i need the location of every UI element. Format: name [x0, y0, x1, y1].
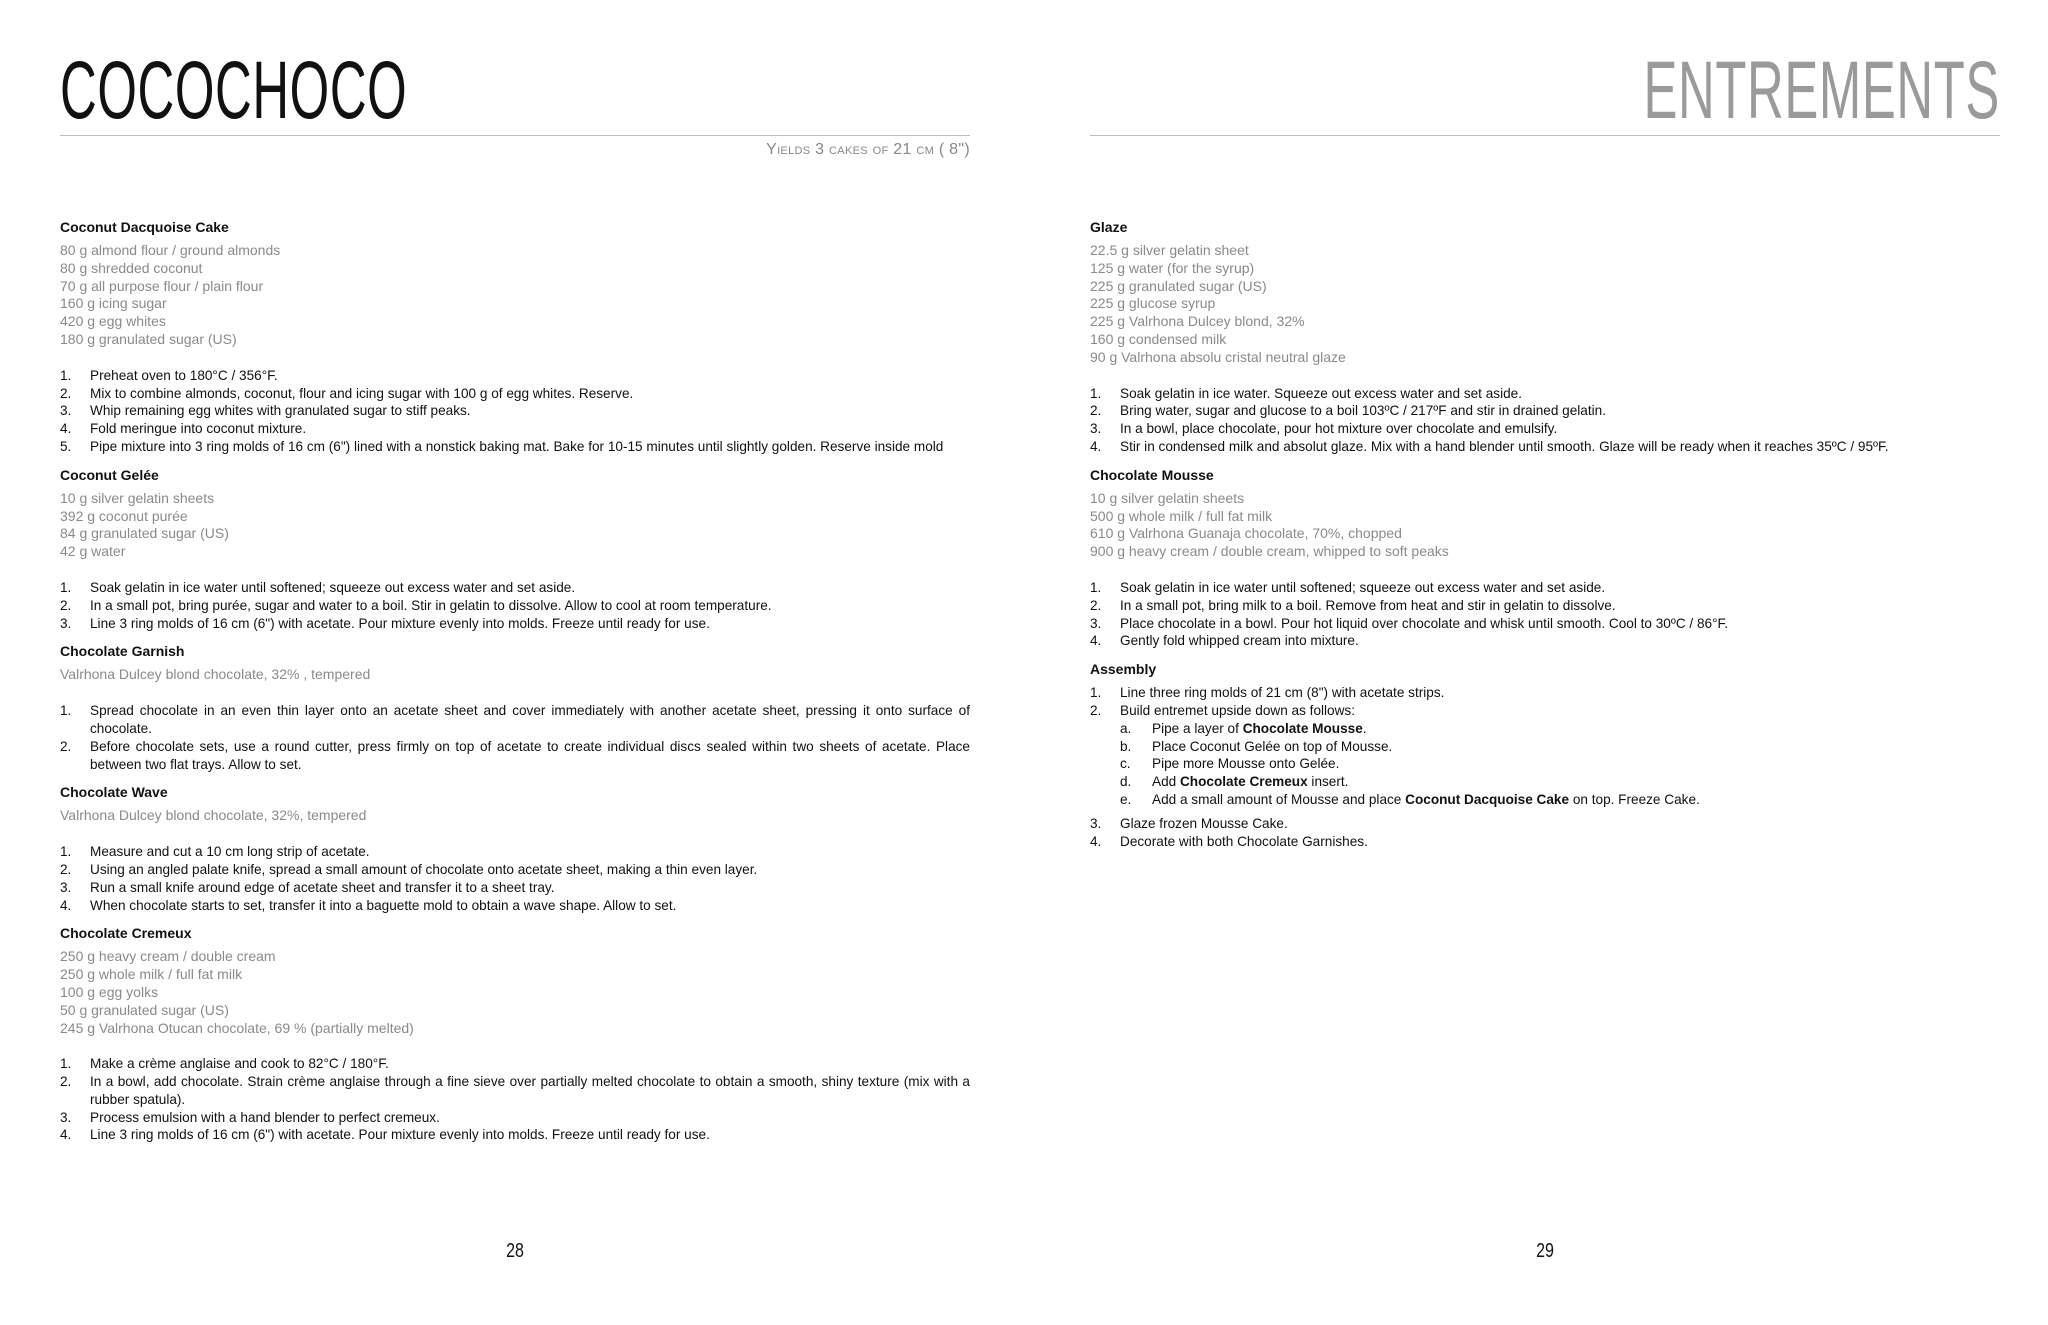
step-item [1090, 615, 2000, 633]
step-text: Soak gelatin in ice water. Squeeze out excess water and set aside. [1120, 385, 1523, 401]
step-item [60, 597, 970, 615]
step-text: Fold meringue into coconut mixture. [90, 421, 307, 437]
step-number: 3. [1090, 421, 1102, 437]
step-item: 4. Decorate with both Chocolate Garnishes. [1090, 833, 1368, 849]
step-item: 2. Build entremet upside down as follows: a. Pipe a layer of Chocolate Mousse. b. Place Coconut Gelée on top of Mousse. c. Pipe more Mousse onto Gelée. d. Add Chocolate Cremeux insert. e. Add a small amount of Mousse and place Coconut Dacquoise Cake on top. Freeze Cake. [1090, 702, 2000, 815]
ingredient-list [1090, 242, 2000, 367]
ingredient-item: 900 g heavy cream / double cream, whipped to soft peaks [1090, 543, 1449, 560]
recipe-section [1090, 466, 2000, 650]
ingredient-item: 160 g icing sugar [60, 295, 167, 312]
step-item [60, 702, 970, 738]
step-list [60, 843, 970, 914]
step-number: 4. [60, 421, 72, 437]
substep-bold: Chocolate Cremeux [1179, 774, 1308, 790]
yield-note: Yields 3 cakes of 21 cm ( 8") [766, 141, 970, 158]
step-number: 3. [60, 1109, 72, 1125]
substep-text: Place Coconut Gelée on top of Mousse. [1152, 738, 1393, 754]
step-text: Line three ring molds of 21 cm (8") with acetate strips. [1120, 685, 1445, 701]
step-number: 1. [60, 1056, 72, 1072]
step-number: 1. [60, 367, 72, 383]
section-title: Chocolate Cremeux [60, 925, 192, 942]
ingredient-item: Valrhona Dulcey blond chocolate, 32%, tempered [60, 807, 367, 824]
step-text: In a small pot, bring purée, sugar and water to a boil. Stir in gelatin to dissolve. Allow to cool at room temperature. [90, 597, 772, 613]
title-rule [60, 135, 970, 136]
step-text: Spread chocolate in an even thin layer onto an acetate sheet and cover immediately with another acetate sheet, pressing it onto surface of chocolate. [90, 703, 970, 736]
section-title: Glaze [1090, 219, 1128, 235]
step-item [60, 879, 970, 897]
step-item [60, 1073, 970, 1109]
left-page [60, 0, 970, 1325]
section-title: Chocolate Wave [60, 784, 168, 801]
recipe-section [60, 466, 970, 633]
ingredient-item: 50 g granulated sugar (US) [60, 1001, 229, 1018]
step-item [60, 420, 970, 438]
substep-text: Add [1152, 774, 1180, 790]
step-number: 5. [60, 438, 72, 454]
ingredient-item: 500 g whole milk / full fat milk [1090, 507, 1273, 524]
recipe-section [60, 924, 970, 1144]
step-text: Line 3 ring molds of 16 cm (6") with acetate. Pour mixture evenly into molds. Freeze until ready for use. [90, 1127, 710, 1143]
ingredient-item: 180 g granulated sugar (US) [60, 330, 237, 347]
step-item [60, 1109, 970, 1127]
ingredient-item: 22.5 g silver gelatin sheet [1090, 242, 1249, 258]
step-item [60, 615, 970, 633]
right-sections [1090, 218, 2000, 650]
step-item [60, 579, 970, 597]
step-number: 1. [1090, 385, 1102, 401]
section-title: Chocolate Mousse [1090, 466, 1214, 483]
ingredient-item: 125 g water (for the syrup) [1090, 259, 1255, 276]
step-number: 3. [1090, 615, 1102, 631]
step-item: 1. Line three ring molds of 21 cm (8") with acetate strips. [1090, 685, 1445, 701]
step-text: Decorate with both Chocolate Garnishes. [1120, 833, 1368, 849]
step-item [1090, 579, 2000, 597]
step-list [60, 367, 970, 456]
step-text: Glaze frozen Mousse Cake. [1120, 815, 1288, 831]
ingredient-item: 245 g Valrhona Otucan chocolate, 69 % (partially melted) [60, 1019, 414, 1036]
substep-item: c. Pipe more Mousse onto Gelée. [1120, 756, 1340, 772]
ingredient-item: 610 g Valrhona Guanaja chocolate, 70%, chopped [1090, 525, 1402, 542]
assembly-steps [1090, 684, 2000, 850]
step-list [1090, 385, 2000, 456]
ingredient-item: 90 g Valrhona absolu cristal neutral glaze [1090, 348, 1346, 365]
substep-item: e. Add a small amount of Mousse and place Coconut Dacquoise Cake on top. Freeze Cake. [1120, 791, 1700, 807]
ingredient-item: 42 g water [60, 543, 126, 560]
ingredient-item: Valrhona Dulcey blond chocolate, 32% , tempered [60, 666, 371, 683]
step-item [60, 1055, 970, 1073]
step-number: 2. [1090, 597, 1102, 613]
step-item [60, 897, 970, 915]
step-list [60, 1055, 970, 1144]
step-text: Using an angled palate knife, spread a small amount of chocolate onto acetate sheet, making a thin even layer. [90, 861, 758, 877]
step-number: 1. [60, 844, 72, 860]
substep-text: Pipe a layer of [1152, 720, 1243, 736]
ingredient-item: 70 g all purpose flour / plain flour [60, 277, 264, 294]
step-text: Measure and cut a 10 cm long strip of acetate. [90, 844, 370, 860]
step-list [60, 579, 970, 632]
assembly-section [1090, 660, 2000, 850]
ingredient-item: 100 g egg yolks [60, 983, 159, 1000]
step-text: Soak gelatin in ice water until softened; squeeze out excess water and set aside. [90, 579, 576, 595]
step-number: 4. [60, 897, 72, 913]
section-title: Assembly [1090, 661, 1157, 678]
step-text: Preheat oven to 180°C / 356°F. [90, 367, 278, 383]
recipe-section [60, 218, 970, 456]
ingredient-item: 84 g granulated sugar (US) [60, 525, 229, 542]
page-number: 28 [506, 1240, 524, 1262]
step-item [60, 861, 970, 879]
step-number: 1. [60, 703, 72, 719]
recipe-section [1090, 218, 2000, 456]
step-item [60, 402, 970, 420]
section-title: Coconut Gelée [60, 466, 159, 483]
step-item [1090, 420, 2000, 438]
substep-item: b. Place Coconut Gelée on top of Mousse. [1120, 738, 1393, 754]
chapter-title: ENTREMENTS [1643, 45, 2000, 136]
step-item [1090, 402, 2000, 420]
step-item [1090, 632, 2000, 650]
step-text: Gently fold whipped cream into mixture. [1120, 633, 1359, 649]
step-text: Mix to combine almonds, coconut, flour and icing sugar with 100 g of egg whites. Reserve. [90, 385, 634, 401]
ingredient-item: 160 g condensed milk [1090, 330, 1227, 347]
substep-text: Add a small amount of Mousse and place [1152, 791, 1406, 807]
step-text: In a bowl, add chocolate. Strain crème anglaise through a fine sieve over partially melted chocolate to obtain a smooth, shiny texture (mix with a rubber spatula). [90, 1074, 970, 1107]
step-text: Whip remaining egg whites with granulated sugar to stiff peaks. [90, 403, 471, 419]
step-list [60, 702, 970, 773]
step-number: 2. [60, 385, 72, 401]
step-item [1090, 385, 2000, 403]
step-item [1090, 438, 2000, 456]
recipe-section [60, 642, 970, 773]
ingredient-item: 250 g whole milk / full fat milk [60, 966, 243, 983]
step-text: In a small pot, bring milk to a boil. Remove from heat and stir in gelatin to dissolve. [1120, 597, 1616, 613]
substep-text: on top. Freeze Cake. [1569, 791, 1700, 807]
left-content [60, 218, 970, 1154]
step-number: 4. [1090, 633, 1102, 649]
section-title: Coconut Dacquoise Cake [60, 219, 229, 235]
substep-bold: Coconut Dacquoise Cake [1405, 791, 1570, 807]
step-text: Stir in condensed milk and absolut glaze. Mix with a hand blender until smooth. Glaze will be ready when it reaches 35ºC / 95ºF. [1120, 438, 1889, 454]
title-rule [1090, 135, 2000, 136]
ingredient-item: 80 g shredded coconut [60, 259, 203, 276]
step-number: 2. [60, 597, 72, 613]
recipe-section [60, 783, 970, 914]
right-content [1090, 218, 2000, 860]
step-number: 2. [1090, 403, 1102, 419]
page-number: 29 [1536, 1240, 1554, 1262]
ingredient-list [60, 490, 970, 561]
step-item: 3. Glaze frozen Mousse Cake. [1090, 815, 1288, 831]
ingredient-list [60, 242, 970, 349]
ingredient-item: 250 g heavy cream / double cream [60, 948, 276, 965]
step-item [60, 385, 970, 403]
ingredient-item: 225 g granulated sugar (US) [1090, 277, 1267, 294]
step-text: Build entremet upside down as follows: [1120, 702, 1355, 718]
step-item [1090, 597, 2000, 615]
step-text: In a bowl, place chocolate, pour hot mixture over chocolate and emulsify. [1120, 421, 1558, 437]
step-number: 3. [60, 615, 72, 631]
step-text: Bring water, sugar and glucose to a boil 103ºC / 217ºF and stir in drained gelatin. [1120, 403, 1607, 419]
step-text: Before chocolate sets, use a round cutter, press firmly on top of acetate to create individual discs sealed within two sheets of acetate. Place between two flat trays. Allow to set. [90, 738, 970, 772]
step-number: 2. [60, 738, 72, 754]
substep-text: insert. [1307, 774, 1349, 790]
step-number: 4. [60, 1127, 72, 1143]
ingredient-list [60, 666, 970, 684]
step-item [60, 843, 970, 861]
step-item [60, 738, 970, 774]
substep-bold: Chocolate Mousse [1242, 720, 1363, 736]
ingredient-list [60, 807, 970, 825]
recipe-title: COCOCHOCO [60, 45, 408, 136]
assembly-substeps [1120, 720, 2000, 809]
step-number: 4. [1090, 438, 1102, 454]
step-number: 2. [60, 861, 72, 877]
ingredient-list [1090, 490, 2000, 561]
step-item [60, 438, 970, 456]
ingredient-item: 80 g almond flour / ground almonds [60, 242, 281, 258]
ingredient-item: 420 g egg whites [60, 313, 166, 330]
step-number: 2. [60, 1074, 72, 1090]
step-number: 3. [60, 403, 72, 419]
step-item [60, 1126, 970, 1144]
substep-text: . [1362, 720, 1367, 736]
section-title: Chocolate Garnish [60, 643, 185, 660]
step-item [60, 367, 970, 385]
step-number: 1. [1090, 579, 1102, 595]
substep-item: a. Pipe a layer of Chocolate Mousse. [1120, 720, 1367, 736]
step-text: Pipe mixture into 3 ring molds of 16 cm (6") lined with a nonstick baking mat. Bake for 10-15 minutes until slightly golden. Reserve inside mold [90, 438, 944, 454]
substep-text: Pipe more Mousse onto Gelée. [1152, 756, 1340, 772]
step-text: Process emulsion with a hand blender to perfect cremeux. [90, 1109, 440, 1125]
step-text: Line 3 ring molds of 16 cm (6") with acetate. Pour mixture evenly into molds. Freeze until ready for use. [90, 615, 710, 631]
ingredient-item: 225 g Valrhona Dulcey blond, 32% [1090, 313, 1305, 330]
ingredient-item: 10 g silver gelatin sheets [60, 489, 215, 506]
step-list [1090, 579, 2000, 650]
ingredient-item: 392 g coconut purée [60, 507, 188, 524]
step-text: When chocolate starts to set, transfer it into a baguette mold to obtain a wave shape. Allow to set. [90, 897, 677, 913]
substep-item: d. Add Chocolate Cremeux insert. [1120, 774, 1349, 790]
ingredient-item: 10 g silver gelatin sheets [1090, 489, 1245, 506]
step-text: Place chocolate in a bowl. Pour hot liquid over chocolate and whisk until smooth. Cool to 30ºC / 86°F. [1120, 615, 1729, 631]
step-number: 3. [60, 879, 72, 895]
step-text: Soak gelatin in ice water until softened; squeeze out excess water and set aside. [1120, 579, 1606, 595]
step-text: Make a crème anglaise and cook to 82°C / 180°F. [90, 1056, 389, 1072]
step-text: Run a small knife around edge of acetate sheet and transfer it to a sheet tray. [90, 879, 555, 895]
step-number: 1. [60, 579, 72, 595]
ingredient-item: 225 g glucose syrup [1090, 295, 1216, 312]
ingredient-list [60, 948, 970, 1037]
right-page [1090, 0, 2000, 1325]
